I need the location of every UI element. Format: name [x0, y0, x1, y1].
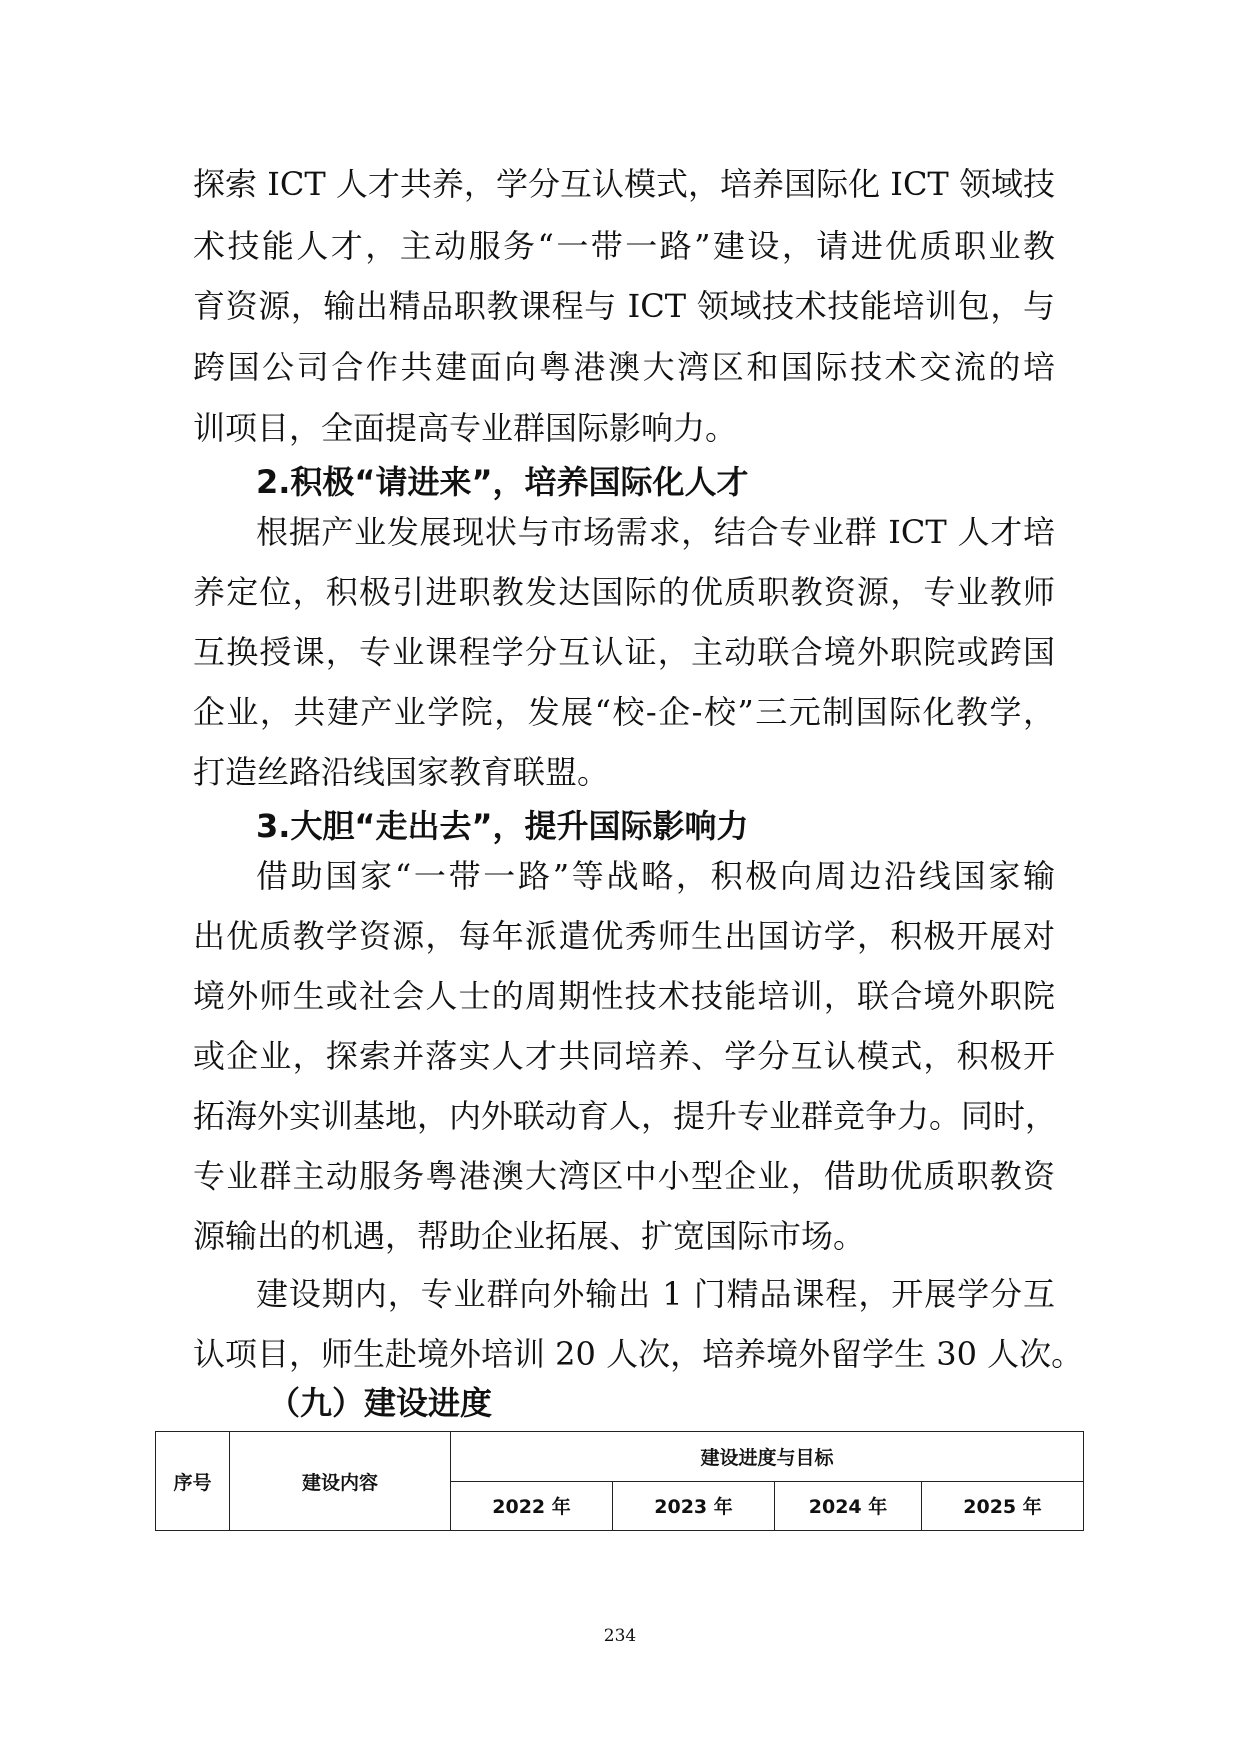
header-index: 序号 [156, 1432, 230, 1531]
schedule-table [155, 1431, 1084, 1531]
page-number: 234 [603, 1626, 637, 1646]
paragraph-line: 借助国家“一带一路”等战略，积极向周边沿线国家输 [256, 857, 1055, 895]
paragraph-line: 术技能人才，主动服务“一带一路”建设，请进优质职业教 [193, 227, 1055, 265]
header-year: 2023 年 [613, 1481, 775, 1531]
header-year: 2024 年 [775, 1481, 922, 1531]
paragraph-line: 跨国公司合作共建面向粤港澳大湾区和国际技术交流的培 [193, 348, 1055, 386]
paragraph-line: 训项目，全面提高专业群国际影响力。 [193, 409, 738, 447]
paragraph-line: 根据产业发展现状与市场需求，结合专业群 ICT 人才培 [256, 513, 1055, 551]
paragraph-line: 专业群主动服务粤港澳大湾区中小型企业，借助优质职教资 [193, 1157, 1055, 1195]
header-year: 2025 年 [922, 1481, 1084, 1531]
paragraph-line: 企业，共建产业学院，发展“校-企-校”三元制国际化教学， [193, 693, 1055, 731]
table-header-row [156, 1432, 1084, 1482]
paragraph-line: 或企业，探索并落实人才共同培养、学分互认模式，积极开 [193, 1037, 1055, 1075]
paragraph-line: 境外师生或社会人士的周期性技术技能培训，联合境外职院 [193, 977, 1055, 1015]
paragraph-line: 打造丝路沿线国家教育联盟。 [193, 753, 610, 791]
paragraph-line: 源输出的机遇，帮助企业拓展、扩宽国际市场。 [193, 1217, 866, 1255]
paragraph-line: 出优质教学资源，每年派遣优秀师生出国访学，积极开展对 [193, 917, 1055, 955]
paragraph-line: 互换授课，专业课程学分互认证，主动联合境外职院或跨国 [193, 633, 1055, 671]
paragraph-line: 养定位，积极引进职教发达国际的优质职教资源，专业教师 [193, 573, 1055, 611]
paragraph-line: 拓海外实训基地，内外联动育人，提升专业群竞争力。同时， [193, 1097, 1058, 1135]
paragraph-line: 育资源，输出精品职教课程与 ICT 领域技术技能培训包，与 [193, 287, 1055, 325]
section-heading-9: （九）建设进度 [268, 1384, 493, 1422]
paragraph-line: 建设期内，专业群向外输出 1 门精品课程，开展学分互 [256, 1275, 1055, 1313]
header-progress: 建设进度与目标 [451, 1432, 1084, 1482]
paragraph-line: 探索 ICT 人才共养，学分互认模式，培养国际化 ICT 领域技 [193, 165, 1055, 203]
header-content: 建设内容 [230, 1432, 451, 1531]
section-heading-3: 3.大胆“走出去”，提升国际影响力 [256, 807, 749, 845]
header-year: 2022 年 [451, 1481, 613, 1531]
section-heading-2: 2.积极“请进来”，培养国际化人才 [256, 463, 749, 501]
paragraph-line: 认项目，师生赴境外培训 20 人次，培养境外留学生 30 人次。 [193, 1335, 1084, 1373]
